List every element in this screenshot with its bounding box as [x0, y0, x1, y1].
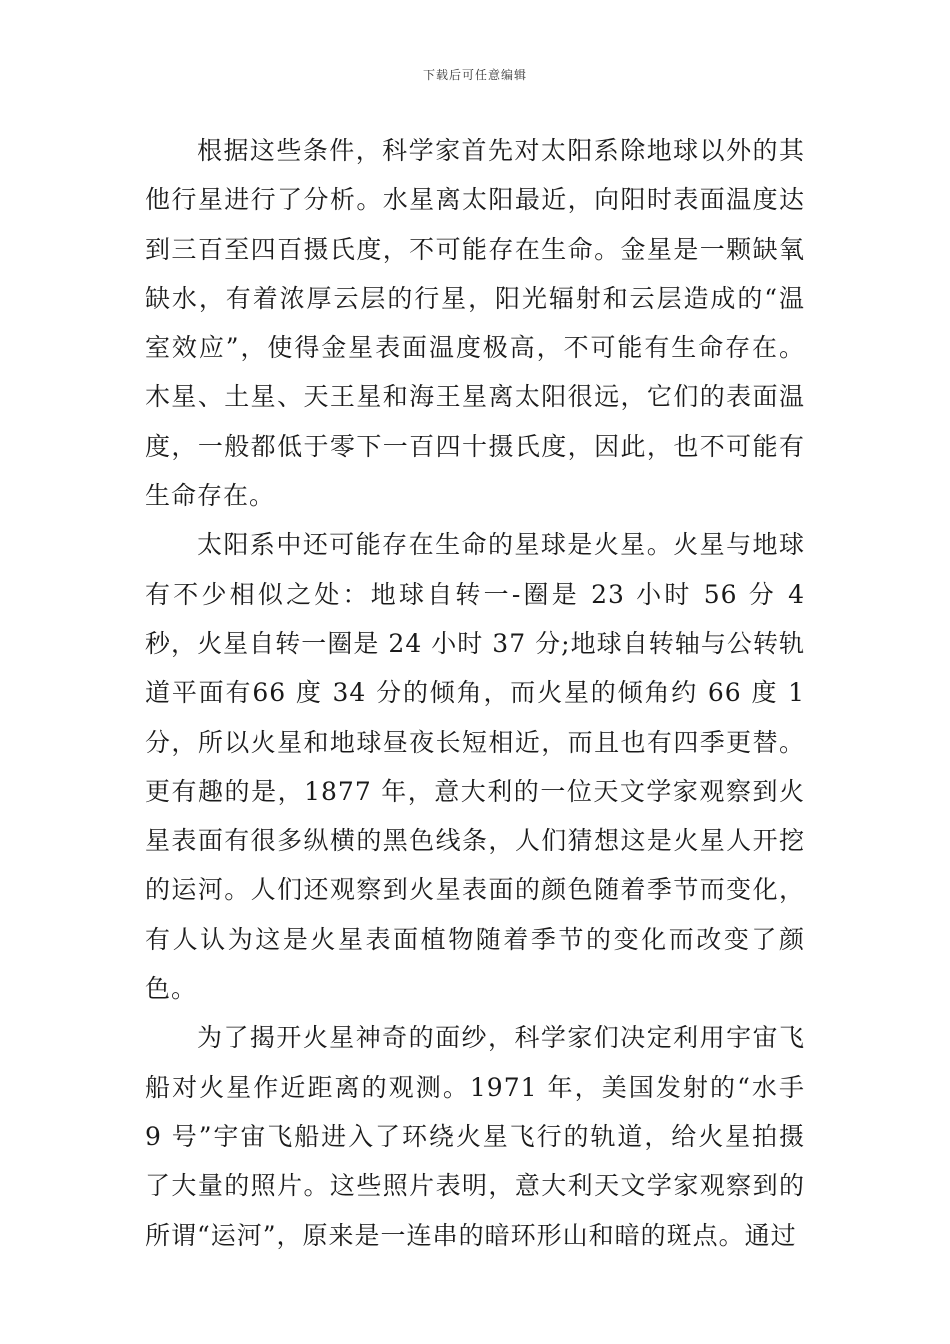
document-body — [145, 126, 805, 1260]
paragraph-2: 太阳系中还可能存在生命的星球是火星。火星与地球有不少相似之处：地球自转一-圈是 23 小时 56 分 4 秒，火星自转一圈是 24 小时 37 分;地球自转轴与公转轨道平面有66 度 34 分的倾角，而火星的倾角约 66 度 1 分，所以火星和地球昼夜长短相近，而且也有四季更替。更有趣的是，1877 年，意大利的一位天文学家观察到火星表面有很多纵横的黑色线条，人们猜想这是火星人开挖的运河。人们还观察到火星表面的颜色随着季节而变化，有人认为这是火星表面植物随着季节的变化而改变了颜色。 — [145, 530, 805, 1004]
paragraph-1: 根据这些条件，科学家首先对太阳系除地球以外的其他行星进行了分析。水星离太阳最近，向阳时表面温度达到三百至四百摄氏度，不可能存在生命。金星是一颗缺氧缺水，有着浓厚云层的行星，阳光辐射和云层造成的“温室效应”，使得金星表面温度极高，不可能有生命存在。木星、土星、天王星和海王星离太阳很远，它们的表面温度，一般都低于零下一百四十摄氏度，因此，也不可能有生命存在。 — [145, 136, 805, 511]
page-header: 下载后可任意编辑 — [422, 68, 527, 82]
paragraph-3: 为了揭开火星神奇的面纱，科学家们决定利用宇宙飞船对火星作近距离的观测。1971 年，美国发射的“水手 9 号”宇宙飞船进入了环绕火星飞行的轨道，给火星拍摄了大量的照片。这些照片表明，意大利天文学家观察到的所谓“运河”，原来是一连串的暗环形山和暗的斑点。通过 — [145, 1023, 805, 1250]
